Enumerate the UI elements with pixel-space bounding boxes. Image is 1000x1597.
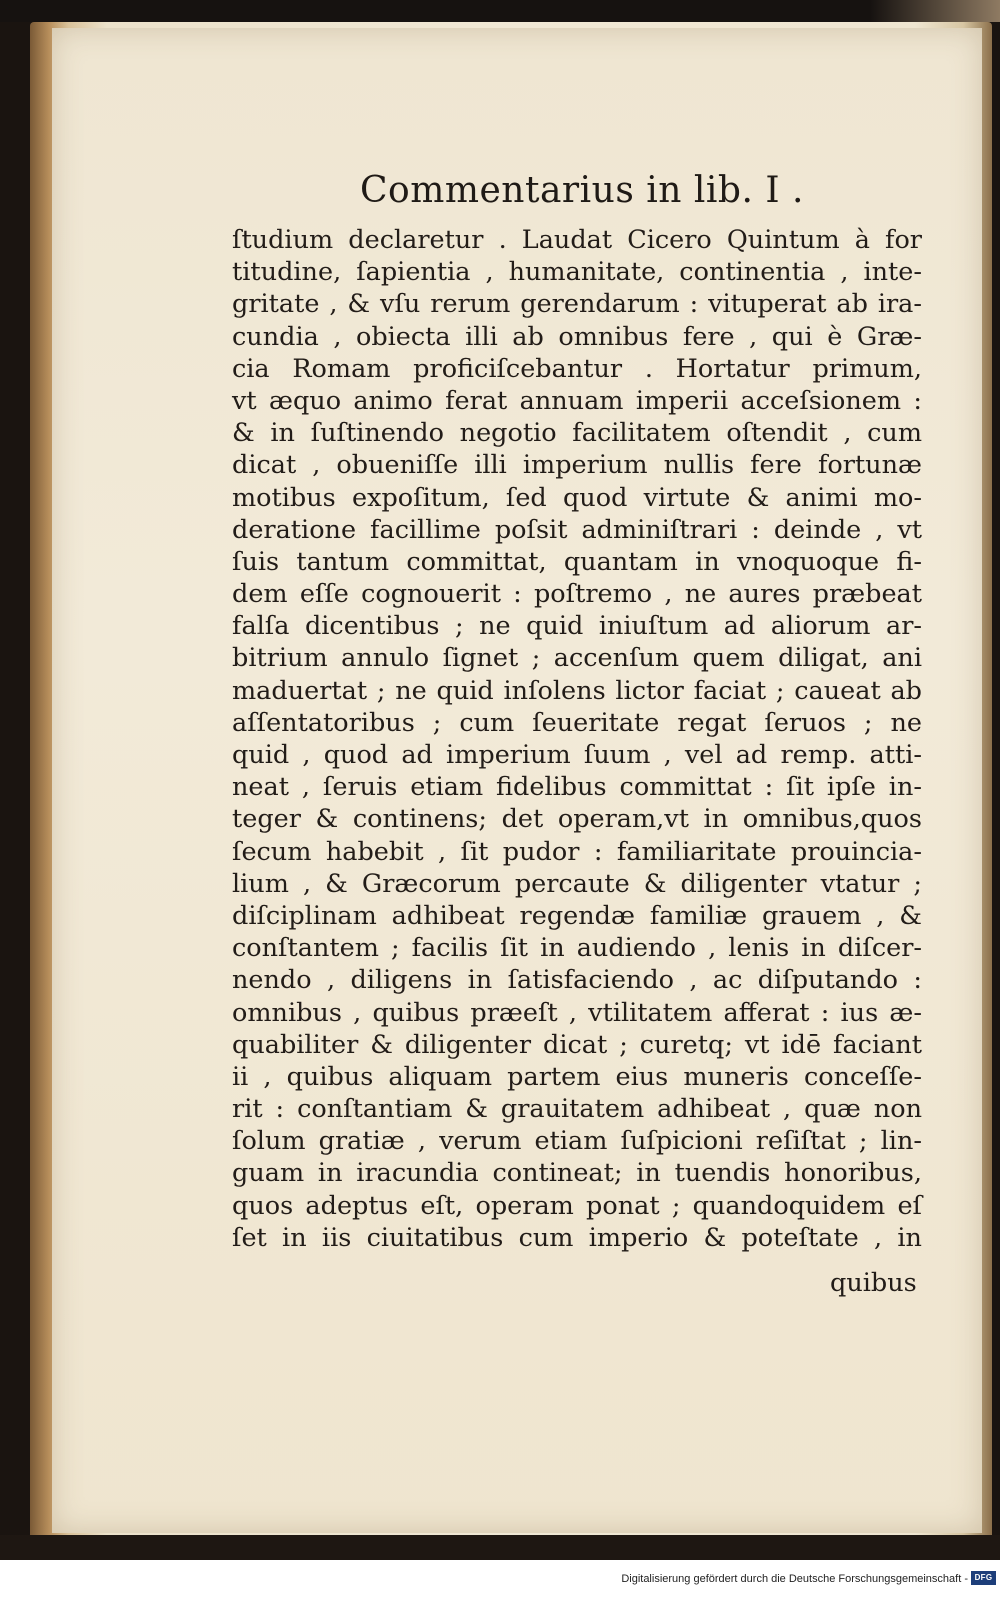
text-line: lium , & Græcorum percaute & diligenter vtatur ;	[232, 868, 922, 899]
text-line: gritate , & vſu rerum gerendarum : vituperat ab ira-	[232, 289, 922, 320]
text-line: diſciplinam adhibeat regendæ familiæ grauem , &	[232, 900, 922, 931]
body-text	[232, 224, 922, 1254]
text-line: guam in iracundia contineat; in tuendis honoribus,	[232, 1158, 922, 1189]
text-line: conſtantem ; facilis ſit in audiendo , lenis in diſcer-	[232, 933, 922, 964]
text-line: quos adeptus eſt, operam ponat ; quandoquidem eſ	[232, 1190, 922, 1221]
text-line: dicat , obueniſſe illi imperium nullis fere fortunæ	[232, 450, 922, 481]
text-line: teger & continens; det operam,vt in omnibus,quos	[232, 804, 922, 835]
text-line: cundia , obiecta illi ab omnibus fere , qui è Græ-	[232, 321, 922, 352]
text-line: neat , ſeruis etiam fidelibus committat : ſit ipſe in-	[232, 772, 922, 803]
text-line: cia Romam proficiſcebantur . Hortatur primum,	[232, 353, 922, 384]
text-line: dem eſſe cognouerit : poſtremo , ne aures præbeat	[232, 579, 922, 610]
text-line: & in ſuſtinendo negotio facilitatem oſtendit , cum	[232, 418, 922, 449]
text-line: ii , quibus aliquam partem eius muneris conceſſe-	[232, 1061, 922, 1092]
text-line: bitrium annulo ſignet ; accenſum quem diligat, ani	[232, 643, 922, 674]
dfg-logo: DFG	[971, 1571, 996, 1585]
text-line: rit : conſtantiam & grauitatem adhibeat , quæ non	[232, 1094, 922, 1125]
catchword: quibus	[830, 1268, 917, 1298]
scan-bottom-edge	[0, 1535, 1000, 1560]
footer	[0, 1560, 1000, 1597]
text-line: ſolum gratiæ , verum etiam ſuſpicioni reſiſtat ; lin-	[232, 1126, 922, 1157]
text-line: deratione facillime poſsit adminiſtrari : deinde , vt	[232, 514, 922, 545]
text-line: nendo , diligens in ſatisfaciendo , ac diſputando :	[232, 965, 922, 996]
text-line: ſecum habebit , ſit pudor : familiaritate prouincia-	[232, 836, 922, 867]
text-line: ſet in iis ciuitatibus cum imperio & poteſtate , in	[232, 1222, 922, 1253]
text-line: falſa dicentibus ; ne quid iniuſtum ad aliorum ar-	[232, 611, 922, 642]
text-line: maduertat ; ne quid inſolens lictor faciat ; caueat ab	[232, 675, 922, 706]
scan-top-edge	[0, 0, 1000, 22]
text-line: titudine, ſapientia , humanitate, continentia , inte-	[232, 257, 922, 288]
funding-notice: Digitalisierung gefördert durch die Deutsche Forschungsgemeinschaft -	[621, 1573, 968, 1585]
text-line: motibus expoſitum, ſed quod virtute & animi mo-	[232, 482, 922, 513]
text-line: ſtudium declaretur . Laudat Cicero Quintum à for	[232, 225, 922, 255]
running-head: Commentarius in lib. I .	[360, 170, 804, 211]
text-line: quid , quod ad imperium ſuum , vel ad remp. atti-	[232, 740, 922, 770]
scan-top-right-corner	[870, 0, 1000, 22]
text-line: quabiliter & diligenter dicat ; curetq; vt idē faciant	[232, 1029, 922, 1060]
text-line: vt æquo animo ferat annuam imperii acceſsionem :	[232, 385, 922, 416]
text-line: ſuis tantum committat, quantam in vnoquoque fi-	[232, 546, 922, 577]
text-line: aſſentatoribus ; cum ſeueritate regat ſeruos ; ne	[232, 707, 922, 738]
text-line: omnibus , quibus præeſt , vtilitatem afferat : ius æ-	[232, 997, 922, 1028]
